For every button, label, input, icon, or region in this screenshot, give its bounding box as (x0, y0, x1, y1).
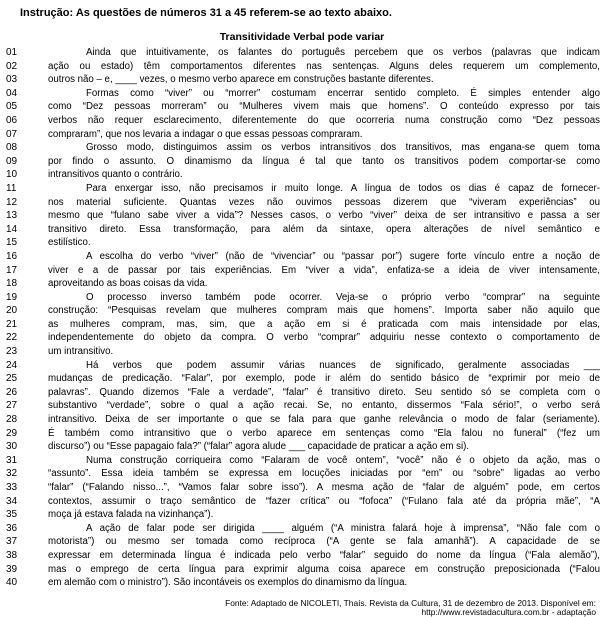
text-line (0, 100, 604, 114)
line-text: por findo o assunto. O dinamismo da língua é tal que tanto os transitivos podem comportar-se como (48, 155, 600, 167)
line-number: 12 (6, 196, 18, 208)
text-line (0, 223, 604, 237)
line-number: 30 (6, 441, 18, 453)
line-number: 40 (6, 577, 18, 589)
text-line (0, 87, 604, 101)
text-line (0, 495, 604, 509)
line-text: em alemão com o ministro”). São incontáveis os exemplos do dinamismo da língua. (48, 577, 408, 589)
line-number: 39 (6, 563, 18, 575)
text-line (0, 345, 604, 359)
line-text: verbos não requer esclarecimento, diferentemente do que ocorreria numa construção como “Dez pessoas (48, 114, 600, 126)
text-line (0, 114, 604, 128)
line-number: 04 (6, 87, 18, 99)
text-line (0, 291, 604, 305)
text-line (0, 522, 604, 536)
text-line (0, 141, 604, 155)
line-text: viver e a de passar por tais experiências. Em “viver a vida”, enfatiza-se a ideia de viver intensamente, (48, 264, 600, 276)
line-number: 28 (6, 414, 18, 426)
numbered-text-body (0, 46, 604, 590)
line-text: “assunto”. Essa ideia também se expressa em locuções iniciadas por “em” ou “sobre” ligadas ao verbo (48, 468, 600, 480)
line-text: A ação de falar pode ser dirigida ____ alguém (“A ministra falará hoje à imprensa”, “Não fale com o (86, 522, 600, 534)
text-line (0, 209, 604, 223)
line-text: Numa construção corriqueira como “Falaram de você ontem”, “você” não é o objeto da ação, mas o (86, 454, 600, 466)
line-number: 26 (6, 386, 18, 398)
line-number: 36 (6, 522, 18, 534)
text-line (0, 563, 604, 577)
line-number: 05 (6, 101, 18, 113)
text-line (0, 60, 604, 74)
line-number: 23 (6, 346, 18, 358)
text-line (0, 481, 604, 495)
text-line (0, 372, 604, 386)
line-number: 13 (6, 210, 18, 222)
text-line (0, 467, 604, 481)
line-text: nos material suficiente. Quantas vezes não ouvimos pessoas dizerem que “viveram experiências” ou (48, 196, 600, 208)
line-number: 08 (6, 142, 18, 154)
line-number: 03 (6, 74, 18, 86)
line-text: discurso”) ou “Esse papagaio fala?” (“falar” agora alude ___ capacidade de praticar a ação em si). (48, 441, 470, 453)
text-line (0, 155, 604, 169)
line-number: 29 (6, 427, 18, 439)
text-line (0, 576, 604, 590)
text-title: Transitividade Verbal pode variar (219, 31, 385, 43)
line-number: 09 (6, 155, 18, 167)
line-text: mudanças de predicação. “Falar”, por exemplo, pode ir além do sentido básico de “exprimir por meio de (48, 373, 600, 385)
line-number: 10 (6, 169, 18, 181)
line-number: 27 (6, 400, 18, 412)
line-number: 31 (6, 454, 18, 466)
line-text: aproveitando as boas coisas da vida. (48, 278, 208, 290)
line-text: Para enxergar isso, não precisamos ir muito longe. A língua de todos os dias é capaz de fornecer- (86, 182, 600, 194)
text-line (0, 182, 604, 196)
line-number: 33 (6, 482, 18, 493)
line-text: as mulheres compram, mas, sim, que a ação em si é praticada com mais intensidade por elas, (48, 318, 600, 330)
line-text: “falar” (“Falando nisso...”, “Vamos falar sobre isso”). A mesma ação de “falar de alguém” pode, em certos (48, 482, 600, 493)
text-line (0, 413, 604, 427)
line-text: Formas como “viver” ou “morrer” costumam encerrar sentido completo. É simples entender algo (86, 87, 600, 99)
line-text: Grosso modo, distinguimos assim os verbos intransitivos dos transitivos, mas engana-se quem toma (86, 142, 600, 154)
text-line (0, 236, 604, 250)
line-text: como “Dez pessoas morreram” ou “Mulheres vivem mais que homens”. O conteúdo expresso por tais (48, 101, 600, 113)
line-number: 11 (6, 182, 17, 194)
text-line (0, 264, 604, 278)
source-citation (6, 598, 596, 617)
text-line (0, 535, 604, 549)
line-text: independentemente do objeto da compra. O verbo “comprar” adquiriu nesse contexto o comportamento de (48, 332, 600, 344)
text-line (0, 386, 604, 400)
line-number: 38 (6, 549, 18, 561)
line-number: 35 (6, 509, 18, 521)
line-text: intransitivos quanto o contrário. (48, 169, 183, 181)
source-url[interactable]: http://www.revistadacultura.com.br - adaptação (421, 607, 596, 617)
line-number: 32 (6, 468, 18, 480)
line-number: 06 (6, 114, 18, 126)
line-number: 15 (6, 237, 18, 249)
text-line (0, 250, 604, 264)
text-line (0, 304, 604, 318)
line-number: 22 (6, 332, 18, 344)
line-text: É também como intransitivo que o verbo aparece em sentenças como “Ela falou no funeral” (“fez um (48, 427, 600, 439)
line-number: 34 (6, 495, 18, 507)
text-line (0, 508, 604, 522)
line-number: 18 (6, 278, 18, 290)
source-citation-line: Fonte: Adaptado de NICOLETI, Thaís. Revista da Cultura, 31 de dezembro de 2013. Disponível em: (225, 598, 596, 608)
line-text: contextos, assumir o traço semântico de “fazer crítica” ou “fofoca” (“Fulano fala até da própria mãe”, “A (48, 495, 600, 507)
line-number: 14 (6, 223, 18, 235)
text-line (0, 454, 604, 468)
line-number: 24 (6, 359, 18, 371)
line-text: um intransitivo. (48, 346, 114, 358)
text-line (0, 359, 604, 373)
line-number: 21 (6, 318, 18, 330)
line-text: motorista”) ou mesmo ser tomada como recíproca (“A gente se fala amanhã”). A capacidade de se (48, 536, 600, 548)
line-number: 20 (6, 305, 18, 317)
text-line (0, 46, 604, 60)
line-text: compraram”, que nos levaria a indagar o que essas pessoas compraram. (48, 128, 363, 140)
line-text: A escolha do verbo “viver” (não de “vivenciar” ou “passar por”) sugere forte vínculo entre a noção de (86, 250, 600, 262)
text-line (0, 196, 604, 210)
line-text: transitivo direto. Essa transformação, para além da sintaxe, opera alterações de nível semântico e (48, 223, 600, 235)
line-text: O processo inverso também pode ocorrer. Veja-se o próprio verbo “comprar” na seguinte (86, 291, 600, 303)
text-line (0, 331, 604, 345)
line-text: moça já estava falada na vizinhança”). (48, 509, 214, 521)
line-text: Há verbos que podem assumir várias nuances de significado, geralmente associadas ___ (86, 359, 600, 371)
line-number: 17 (6, 264, 18, 276)
text-line (0, 277, 604, 291)
text-line (0, 440, 604, 454)
line-number: 07 (6, 128, 18, 140)
line-number: 19 (6, 291, 18, 303)
line-text: ação ou estado) têm comportamentos diferentes nas sentenças. Alguns deles requerem um complemento, (48, 60, 600, 72)
line-text: estilístico. (48, 237, 91, 249)
line-number: 37 (6, 536, 18, 548)
line-text: palavras”. Quando dizemos “Fale a verdade”, “falar” é transitivo direto. Seu sentido só se completa com o (48, 386, 600, 398)
line-text: mas o emprego de certa língua para exprimir alguma coisa aparece em construção preposicionada (“Falou (48, 563, 600, 575)
line-text: expressar em determinada língua é indicada pelo verbo “falar” seguido do nome da língua (“Fala alemão”), (48, 549, 600, 561)
line-text: Ainda que intuitivamente, os falantes do português percebem que os verbos (palavras que indicam (86, 47, 600, 58)
text-line (0, 128, 604, 142)
line-number: 16 (6, 250, 18, 262)
line-text: outros não – e, ____ vezes, o mesmo verbo aparece em construções bastante diferentes. (48, 74, 434, 86)
text-line (0, 318, 604, 332)
text-line (0, 427, 604, 441)
text-line (0, 549, 604, 563)
instruction-text: Instrução: As questões de números 31 a 45 referem-se ao texto abaixo. (20, 7, 392, 19)
text-line (0, 399, 604, 413)
line-number: 25 (6, 373, 18, 385)
text-line (0, 73, 604, 87)
line-number: 01 (6, 47, 18, 58)
line-text: construção: “Pesquisas revelam que mulheres compram mais que homens”. Importa saber não aquilo que (48, 305, 600, 317)
line-number: 02 (6, 60, 18, 72)
line-text: intransitivo. Deixa de ser importante o que se fala para que ganhe relevância o modo de falar (seriamente). (48, 414, 600, 426)
line-text: substantivo “verdade”, sobre o qual a ação recai. Se, no entanto, dissermos “Fala sério!”, o verbo será (48, 400, 600, 412)
text-line (0, 168, 604, 182)
line-text: mesmo que “fulano sabe viver a vida”? Nesses casos, o verbo “viver” deixa de ser intransitivo e passa a ser (48, 210, 600, 222)
